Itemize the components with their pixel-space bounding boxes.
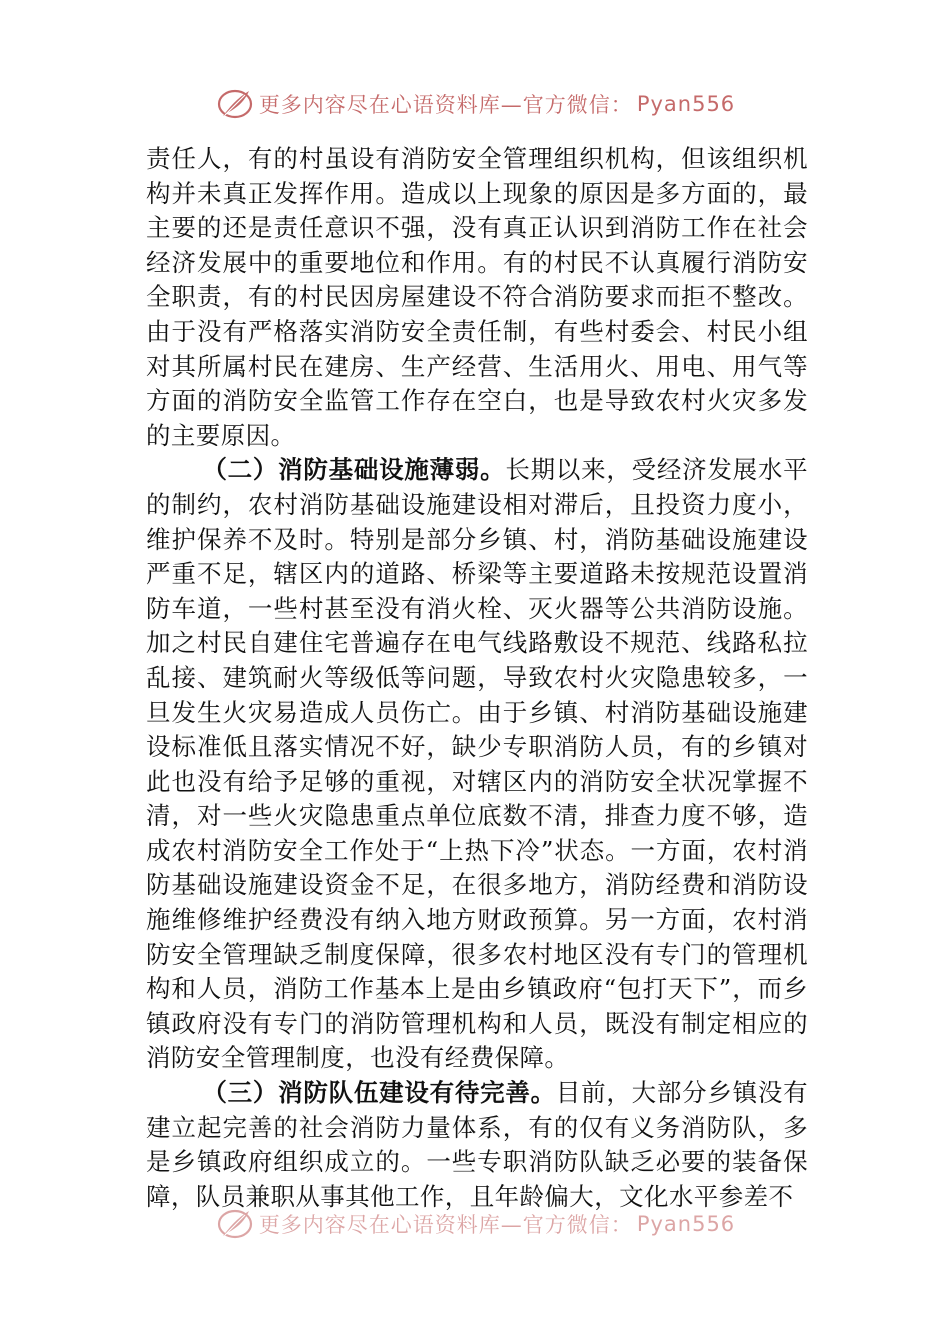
section-heading-2: （二）消防基础设施薄弱。 (202, 455, 506, 485)
watermark-id: Pyan556 (636, 92, 736, 116)
feather-pen-logo-icon (215, 1206, 255, 1242)
paragraph-2 (146, 453, 808, 1076)
paragraph-3 (146, 1076, 808, 1214)
paragraph-2-text: 长期以来，受经济发展水平的制约，农村消防基础设施建设相对滞后，且投资力度小，维护保养不及时。特别是部分乡镇、村，消防基础设施建设严重不足，辖区内的道路、桥梁等主要道路未按规范设置消防车道，一些村甚至没有消火栓、灭火器等公共消防设施。加之村民自建住宅普遍存在电气线路敷设不规范、线路私拉乱接、建筑耐火等级低等问题，导致农村火灾隐患较多，一旦发生火灾易造成人员伤亡。由于乡镇、村消防基础设施建设标准低且落实情况不好，缺少专职消防人员，有的乡镇对此也没有给予足够的重视，对辖区内的消防安全状况掌握不清，对一些火灾隐患重点单位底数不清，排查力度不够，造成农村消防安全工作处于“上热下冷”状态。一方面，农村消防基础设施建设资金不足，在很多地方，消防经费和消防设施维修维护经费没有纳入地方财政预算。另一方面，农村消防安全管理缺乏制度保障，很多农村地区没有专门的管理机构和人员，消防工作基本上是由乡镇政府“包打天下”，而乡镇政府没有专门的消防管理机构和人员，既没有制定相应的消防安全管理制度，也没有经费保障。 (146, 455, 808, 1073)
watermark-header (0, 84, 950, 124)
paragraph-3-text: 目前，大部分乡镇没有建立起完善的社会消防力量体系，有的仅有义务消防队，多是乡镇政府组织成立的。一些专职消防队缺乏必要的装备保障，队员兼职从事其他工作，且年龄偏大，文化水平参差不 (146, 1078, 808, 1211)
paragraph-1 (146, 142, 808, 453)
watermark-footer (0, 1204, 950, 1244)
watermark-id: Pyan556 (636, 1212, 736, 1236)
feather-pen-logo-icon (215, 86, 255, 122)
document-body (146, 142, 808, 1214)
watermark-text: 更多内容尽在心语资料库—官方微信： (258, 93, 633, 117)
watermark-text: 更多内容尽在心语资料库—官方微信： (258, 1213, 633, 1237)
section-heading-3: （三）消防队伍建设有待完善。 (202, 1078, 556, 1108)
paragraph-1-text: 责任人，有的村虽设有消防安全管理组织机构，但该组织机构并未真正发挥作用。造成以上现象的原因是多方面的，最主要的还是责任意识不强，没有真正认识到消防工作在社会经济发展中的重要地位和作用。有的村民不认真履行消防安全职责，有的村民因房屋建设不符合消防要求而拒不整改。由于没有严格落实消防安全责任制，有些村委会、村民小组对其所属村民在建房、生产经营、生活用火、用电、用气等方面的消防安全监管工作存在空白，也是导致农村火灾多发的主要原因。 (146, 144, 808, 450)
